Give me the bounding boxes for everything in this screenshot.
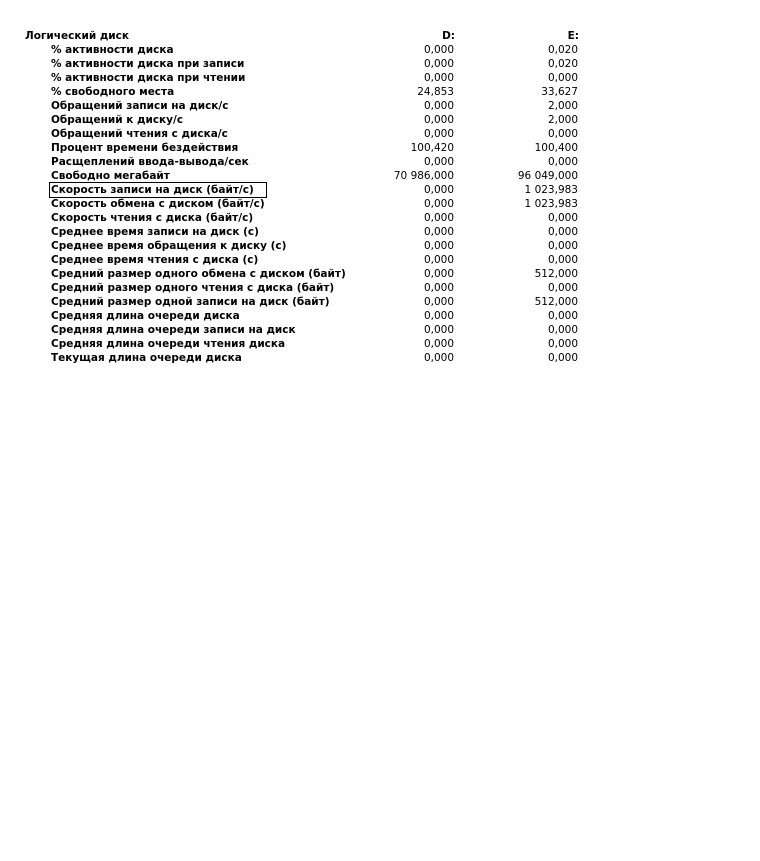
counter-value-d: 0,000 xyxy=(423,296,454,308)
counter-row[interactable] xyxy=(24,323,584,337)
counter-value-e: 1 023,983 xyxy=(524,184,578,196)
counter-row[interactable] xyxy=(24,267,584,281)
counter-row[interactable] xyxy=(24,99,584,113)
counter-row[interactable] xyxy=(24,113,584,127)
counter-label[interactable]: % активности диска при чтении xyxy=(51,72,246,84)
report-header-row xyxy=(24,29,584,43)
counter-value-d: 0,000 xyxy=(423,268,454,280)
counter-label[interactable]: Обращений к диску/с xyxy=(51,114,184,126)
counter-label[interactable]: Текущая длина очереди диска xyxy=(51,352,242,364)
counter-value-d: 0,000 xyxy=(423,114,454,126)
counter-value-e: 0,020 xyxy=(547,58,578,70)
counter-label[interactable]: Средняя длина очереди записи на диск xyxy=(51,324,296,336)
object-name[interactable]: Логический диск xyxy=(25,30,130,42)
counter-value-d: 0,000 xyxy=(423,324,454,336)
counter-value-d: 0,000 xyxy=(423,212,454,224)
counter-label[interactable]: Среднее время чтения с диска (с) xyxy=(51,254,259,266)
counter-label[interactable]: Средний размер одного чтения с диска (байт) xyxy=(51,282,335,294)
counter-row[interactable] xyxy=(24,239,584,253)
counter-value-d: 0,000 xyxy=(423,100,454,112)
counter-label[interactable]: Средний размер одной записи на диск (байт) xyxy=(51,296,330,308)
counter-label[interactable]: Обращений записи на диск/с xyxy=(51,100,229,112)
counter-value-e: 0,000 xyxy=(547,72,578,84)
counter-value-d: 0,000 xyxy=(423,58,454,70)
counter-value-e: 512,000 xyxy=(534,268,578,280)
counter-row[interactable] xyxy=(24,225,584,239)
counter-row[interactable] xyxy=(24,211,584,225)
counter-label[interactable]: % активности диска xyxy=(51,44,174,56)
counter-value-d: 0,000 xyxy=(423,156,454,168)
counter-value-d: 24,853 xyxy=(417,86,454,98)
counter-value-e: 0,000 xyxy=(547,310,578,322)
counter-value-d: 100,420 xyxy=(410,142,454,154)
column-header-e[interactable]: E: xyxy=(567,30,579,42)
counter-value-e: 512,000 xyxy=(534,296,578,308)
counter-row[interactable] xyxy=(24,141,584,155)
column-header-d[interactable]: D: xyxy=(442,30,455,42)
counter-value-e: 96 049,000 xyxy=(517,170,578,182)
counter-label[interactable]: Свободно мегабайт xyxy=(51,170,170,182)
counter-label[interactable]: Среднее время записи на диск (с) xyxy=(51,226,259,238)
counter-value-e: 0,000 xyxy=(547,254,578,266)
counter-value-d: 0,000 xyxy=(423,310,454,322)
counter-value-d: 0,000 xyxy=(423,338,454,350)
counter-label[interactable]: % свободного места xyxy=(51,86,175,98)
counter-row[interactable] xyxy=(24,57,584,71)
counter-value-e: 0,000 xyxy=(547,128,578,140)
counter-value-d: 0,000 xyxy=(423,184,454,196)
counter-value-e: 33,627 xyxy=(541,86,578,98)
counter-value-e: 1 023,983 xyxy=(524,198,578,210)
counter-label[interactable]: % активности диска при записи xyxy=(51,58,245,70)
counter-row[interactable] xyxy=(24,85,584,99)
counter-label[interactable]: Среднее время обращения к диску (с) xyxy=(51,240,287,252)
counter-row[interactable] xyxy=(24,281,584,295)
counter-value-e: 0,000 xyxy=(547,324,578,336)
counter-value-d: 70 986,000 xyxy=(393,170,454,182)
counter-row[interactable] xyxy=(24,351,584,365)
counter-value-e: 0,000 xyxy=(547,352,578,364)
performance-report xyxy=(24,29,584,365)
counter-value-d: 0,000 xyxy=(423,226,454,238)
counter-row[interactable] xyxy=(24,43,584,57)
counter-value-d: 0,000 xyxy=(423,352,454,364)
counter-label[interactable]: Средняя длина очереди диска xyxy=(51,310,240,322)
counter-row[interactable] xyxy=(24,197,584,211)
counter-row-selected[interactable] xyxy=(24,183,584,197)
counter-value-e: 100,400 xyxy=(534,142,578,154)
counter-value-e: 0,000 xyxy=(547,226,578,238)
counter-label[interactable]: Скорость чтения с диска (байт/с) xyxy=(51,212,254,224)
counter-value-e: 0,020 xyxy=(547,44,578,56)
counter-value-e: 2,000 xyxy=(547,100,578,112)
counter-row[interactable] xyxy=(24,253,584,267)
counter-value-e: 0,000 xyxy=(547,338,578,350)
counter-value-d: 0,000 xyxy=(423,198,454,210)
counter-label[interactable]: Средняя длина очереди чтения диска xyxy=(51,338,286,350)
counter-row[interactable] xyxy=(24,309,584,323)
counter-row[interactable] xyxy=(24,295,584,309)
counter-value-e: 2,000 xyxy=(547,114,578,126)
counter-label[interactable]: Расщеплений ввода-вывода/сек xyxy=(51,156,249,168)
counter-row[interactable] xyxy=(24,71,584,85)
counter-value-d: 0,000 xyxy=(423,72,454,84)
counter-value-d: 0,000 xyxy=(423,128,454,140)
counter-value-d: 0,000 xyxy=(423,240,454,252)
counter-value-e: 0,000 xyxy=(547,212,578,224)
counter-label[interactable]: Средний размер одного обмена с диском (байт) xyxy=(51,268,346,280)
counter-row[interactable] xyxy=(24,169,584,183)
counter-label[interactable]: Обращений чтения с диска/с xyxy=(51,128,228,140)
counter-label[interactable]: Процент времени бездействия xyxy=(51,142,239,154)
counter-value-e: 0,000 xyxy=(547,282,578,294)
counter-label-selected[interactable]: Скорость записи на диск (байт/с) xyxy=(50,183,266,197)
counter-row[interactable] xyxy=(24,337,584,351)
counter-value-d: 0,000 xyxy=(423,44,454,56)
counter-label[interactable]: Скорость обмена с диском (байт/с) xyxy=(51,198,265,210)
counter-row[interactable] xyxy=(24,127,584,141)
counter-row[interactable] xyxy=(24,155,584,169)
counter-value-d: 0,000 xyxy=(423,254,454,266)
counter-value-e: 0,000 xyxy=(547,156,578,168)
counter-value-d: 0,000 xyxy=(423,282,454,294)
counter-value-e: 0,000 xyxy=(547,240,578,252)
